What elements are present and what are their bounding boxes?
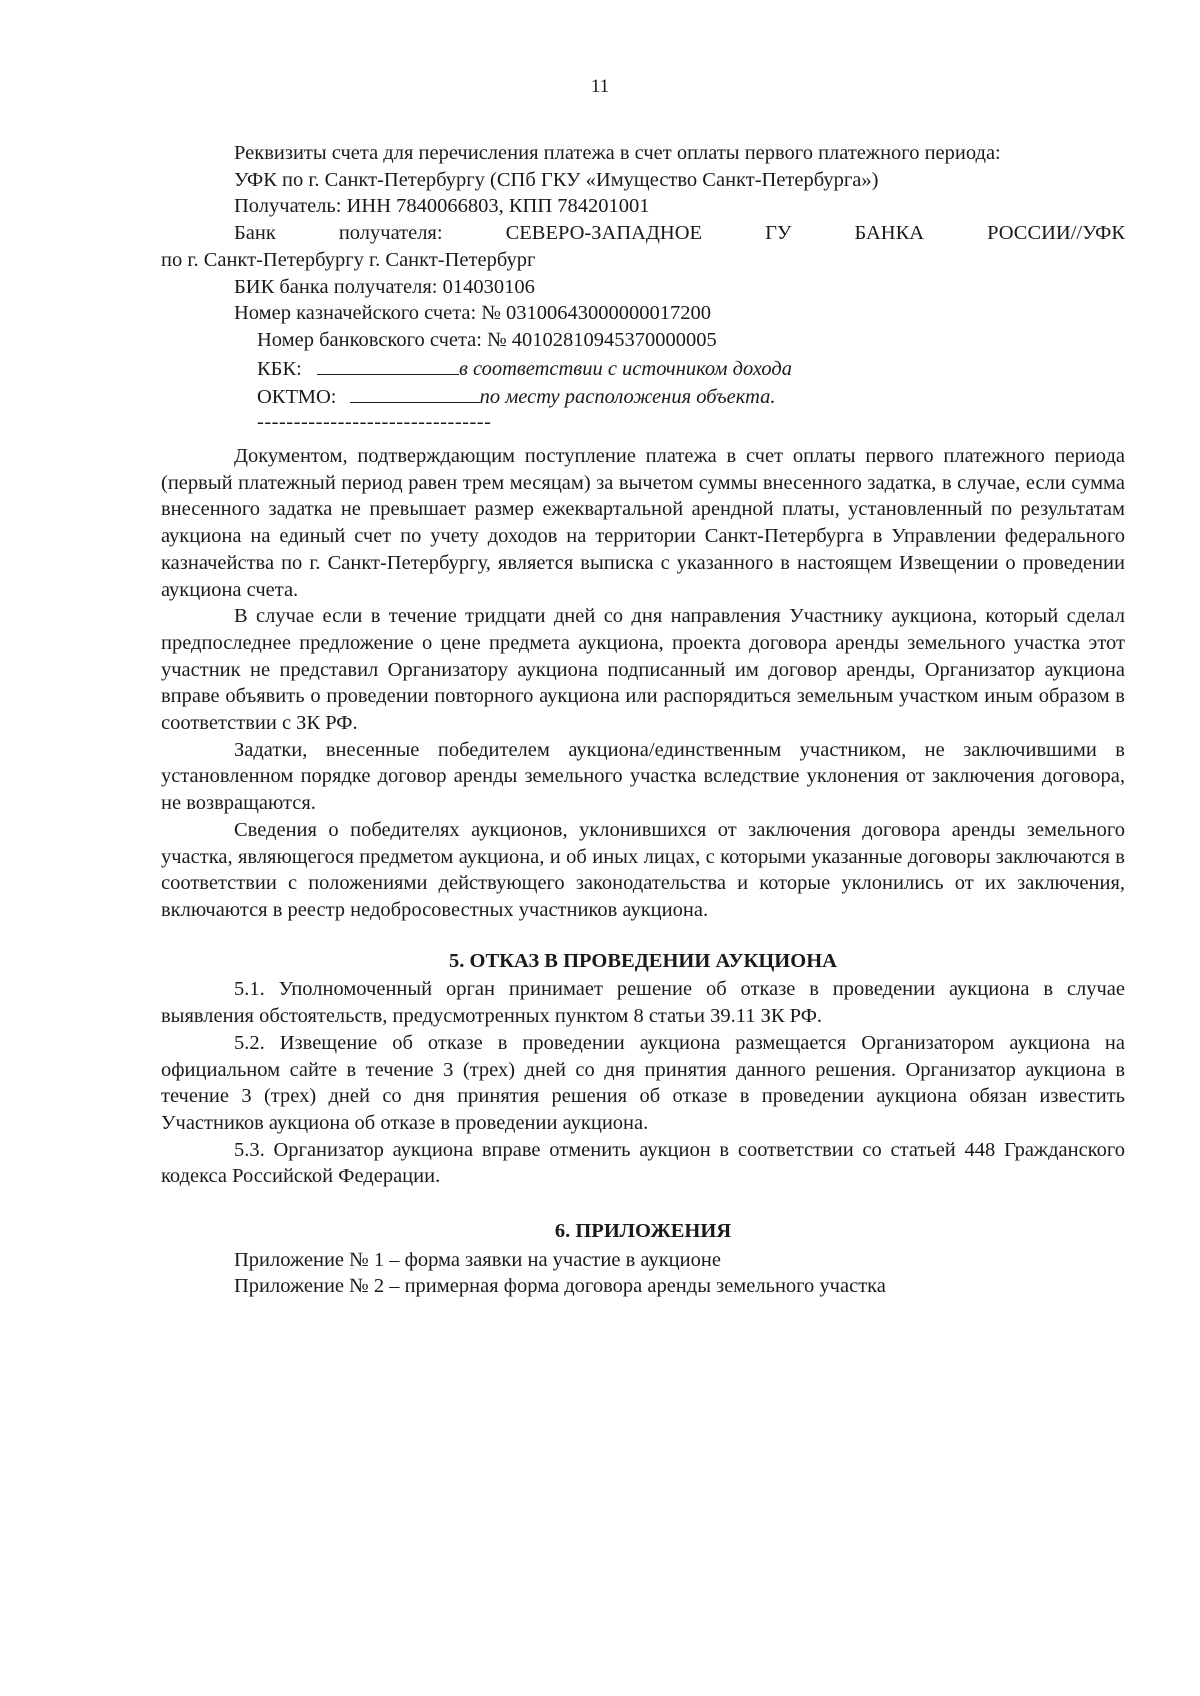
payment-bank-line [161,220,1125,247]
bank-word: СЕВЕРО-ЗАПАДНОЕ [505,222,703,245]
payment-bik: БИК банка получателя: 014030106 [234,275,535,298]
paragraph-deposits: Задатки, внесенные победителем аукциона/единственным участником, не заключившими в установленном порядке договор аренды земельного участка вследствие уклонения от заключения договора, не возвращаются. [161,738,1125,815]
payment-intro: Реквизиты счета для перечисления платежа в счет оплаты первого платежного периода: [234,142,1001,164]
paragraph-second-participant: В случае если в течение тридцати дней со дня направления Участнику аукциона, который сделал предпоследнее предложение о цене предмета аукциона, проекта договора аренды земельного участка этот участник не представил Организатору аукциона подписанный им договор аренды, Организатор аукциона вправе объявить о проведении повторного аукциона или распорядиться земельным участком иным образом в соответствии с ЗК РФ. [161,605,1125,735]
payment-kbk [161,354,1125,383]
payment-bank-account: Номер банковского счета: № 40102810945370000005 [257,328,717,351]
section-5-title: 5. ОТКАЗ В ПРОВЕДЕНИИ АУКЦИОНА [449,949,837,972]
bank-word: РОССИИ//УФК [987,222,1125,245]
oktmo-blank-line [350,382,480,403]
payment-bank-cont: по г. Санкт-Петербургу г. Санкт-Петербург [161,248,536,271]
paragraph-registry: Сведения о победителях аукционов, уклонившихся от заключения договора аренды земельного участка, являющегося предметом аукциона, и об иных лицах, с которыми указанные договоры заключаются в соответствии с положениями действующего законодательства и которые уклонились от их заключения, включаются в реестр недобросовестных участников аукциона. [161,818,1125,921]
bank-word: БАНКА [854,222,925,245]
paragraph-payment-document: Документом, подтверждающим поступление платежа в счет оплаты первого платежного периода (первый платежный период равен трем месяцам) за вычетом суммы внесенного задатка, в случае, если сумма внесенного задатка не превышает размер ежеквартальной арендной платы, установленный по результатам аукциона на единый счет по учету доходов на территории Санкт-Петербурга в Управлении федерального казначейства по г. Санкт-Петербургу, является выписка с указанного в настоящем Извещении о проведении аукциона счета. [161,445,1125,601]
kbk-blank-line [317,354,459,375]
bank-word: получателя: [338,222,443,245]
document-body [161,140,1125,1300]
oktmo-value: по месту расположения объекта. [479,386,776,409]
page-number: 11 [590,76,610,97]
section-5-2: 5.2. Извещение об отказе в проведении аукциона размещается Организатором аукциона на официальном сайте в течение 3 (трех) дней со дня принятия данного решения. Организатор аукциона в течение 3 (трех) дней со дня принятия решения об отказе в проведении аукциона обязан известить Участников аукциона об отказе в проведении аукциона. [161,1031,1125,1134]
payment-recipient: Получатель: ИНН 7840066803, КПП 784201001 [234,195,650,218]
appendix-item: Приложение № 1 – форма заявки на участие в аукционе [234,1248,721,1271]
payment-ufk: УФК по г. Санкт-Петербургу (СПб ГКУ «Имущество Санкт-Петербурга») [234,168,879,191]
section-6-title: 6. ПРИЛОЖЕНИЯ [554,1220,732,1243]
payment-oktmo [161,382,1125,411]
spacer [161,433,1125,443]
kbk-value: в соответствии с источником дохода [458,357,793,380]
appendix-item: Приложение № 2 – примерная форма договора аренды земельного участка [234,1275,886,1298]
bank-word: ГУ [765,222,792,245]
oktmo-label: ОКТМО: [257,386,337,409]
bank-word: Банк [234,222,276,245]
section-5-1: 5.1. Уполномоченный орган принимает решение об отказе в проведении аукциона в случае выявления обстоятельств, предусмотренных пунктом 8 статьи 39.11 ЗК РФ. [161,978,1125,1028]
section-5-3: 5.3. Организатор аукциона вправе отменить аукцион в соответствии со статьей 448 Гражданского кодекса Российской Федерации. [161,1138,1125,1188]
kbk-label: КБК: [257,357,302,380]
separator-dashes: -------------------------------- [257,411,492,434]
payment-treasury-account: Номер казначейского счета: № 03100643000000017200 [234,302,712,325]
